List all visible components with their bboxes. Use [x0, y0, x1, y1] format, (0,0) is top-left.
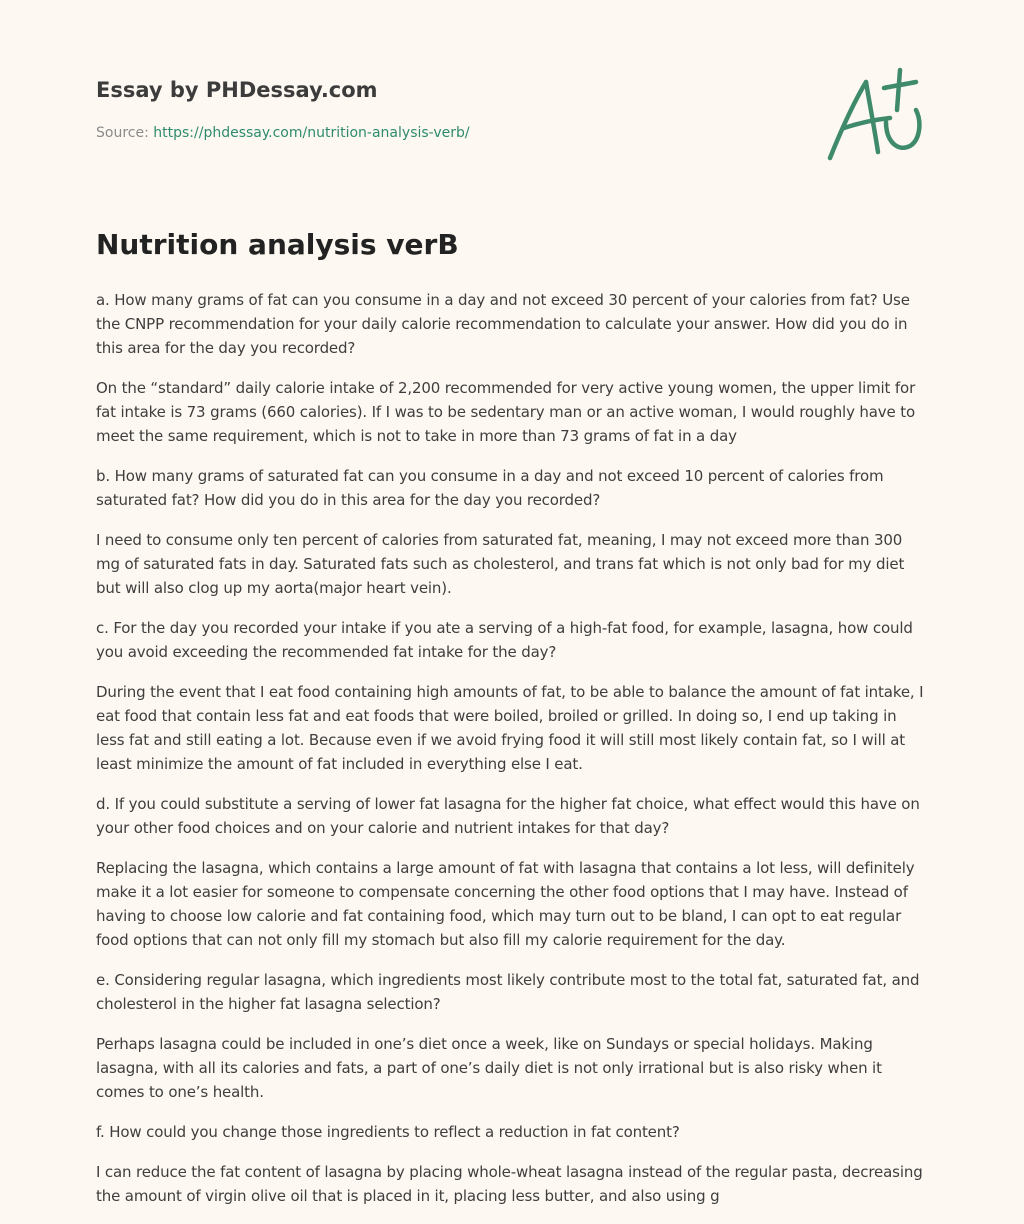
essay-paragraph: a. How many grams of fat can you consume in a day and not exceed 30 percent of your calories from fat? Use the CNPP recommendation for your daily calorie recommendation to calculate your answer. How did you do in this area for the day you recorded?	[96, 291, 910, 357]
essay-title: Nutrition analysis verB	[96, 228, 459, 261]
essay-paragraph: I can reduce the fat content of lasagna by placing whole-wheat lasagna instead of the regular pasta, decreasing the amount of virgin olive oil that is placed in it, placing less butter, and also using g	[96, 1163, 923, 1205]
source-line	[96, 123, 696, 143]
page-header	[96, 76, 696, 143]
source-link[interactable]: https://phdessay.com/nutrition-analysis-verb/	[153, 125, 470, 141]
essay-paragraph: e. Considering regular lasagna, which ingredients most likely contribute most to the total fat, saturated fat, and cholesterol in the higher fat lasagna selection?	[96, 971, 920, 1013]
essay-paragraph: During the event that I eat food containing high amounts of fat, to be able to balance the amount of fat intake, I eat food that contain less fat and eat foods that were boiled, broiled or grilled. In doing so, I end up taking in less fat and still eating a lot. Because even if we avoid frying food it will still most likely contain fat, so I will at least minimize the amount of fat included in everything else I eat.	[96, 683, 924, 773]
source-label: Source:	[96, 125, 154, 141]
essay-paragraph: Replacing the lasagna, which contains a large amount of fat with lasagna that contains a lot less, will definitely make it a lot easier for someone to compensate concerning the other food options that I may have. Instead of having to choose low calorie and fat containing food, which may turn out to be bland, I can opt to eat regular food options that can not only fill my stomach but also fill my calorie requirement for the day.	[96, 859, 915, 949]
brand-title: Essay by PHDessay.com	[96, 78, 378, 102]
essay-paragraph: c. For the day you recorded your intake if you ate a serving of a high-fat food, for example, lasagna, how could you avoid exceeding the recommended fat intake for the day?	[96, 619, 913, 661]
essay-paragraph: I need to consume only ten percent of calories from saturated fat, meaning, I may not exceed more than 300 mg of saturated fats in day. Saturated fats such as cholesterol, and trans fat which is not only bad for my diet but will also clog up my aorta(major heart vein).	[96, 531, 905, 597]
essay-paragraph: b. How many grams of saturated fat can you consume in a day and not exceed 10 percent of calories from saturated fat? How did you do in this area for the day you recorded?	[96, 467, 884, 509]
essay-content	[96, 226, 928, 1224]
essay-paragraph: f. How could you change those ingredients to reflect a reduction in fat content?	[96, 1123, 680, 1141]
a-plus-logo-icon	[820, 66, 930, 166]
essay-paragraph: d. If you could substitute a serving of lower fat lasagna for the higher fat choice, what effect would this have on your other food choices and on your calorie and nutrient intakes for that day?	[96, 795, 920, 837]
essay-paragraph: On the “standard” daily calorie intake of 2,200 recommended for very active young women, the upper limit for fat intake is 73 grams (660 calories). If I was to be sedentary man or an active woman, I would roughly have to meet the same requirement, which is not to take in more than 73 grams of fat in a day	[96, 379, 916, 445]
essay-paragraph: Perhaps lasagna could be included in one’s diet once a week, like on Sundays or special holidays. Making lasagna, with all its calories and fats, a part of one’s daily diet is not only irrational but is also risky when it comes to one’s health.	[96, 1035, 882, 1101]
